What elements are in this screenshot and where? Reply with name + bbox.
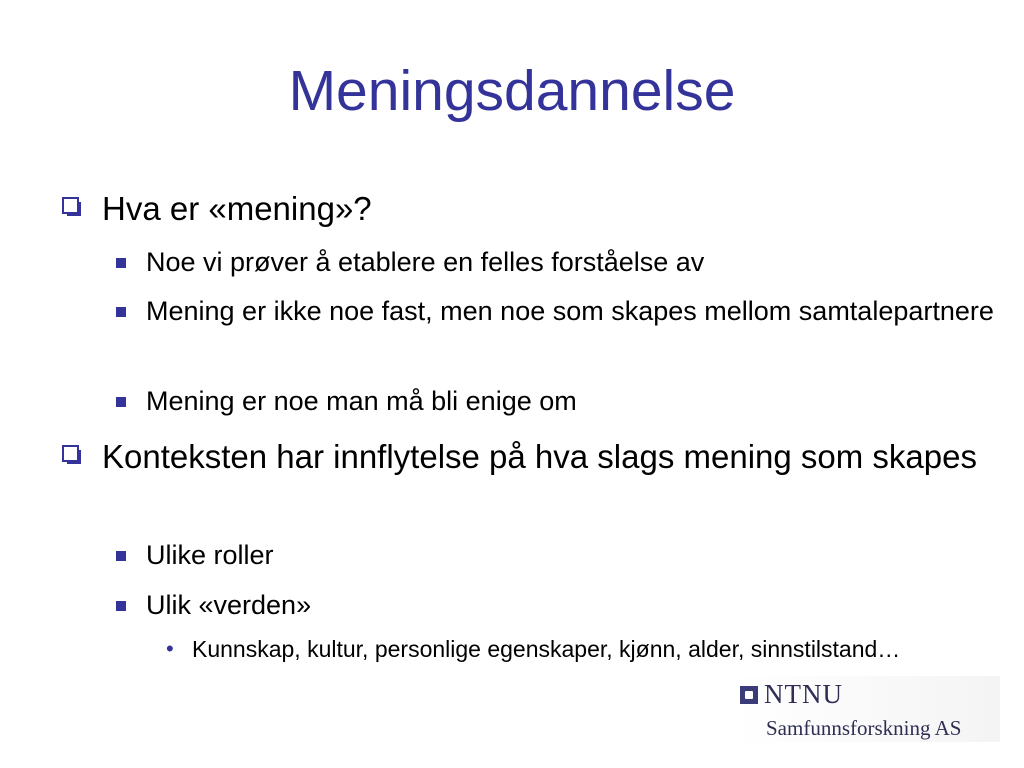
square-bullet-icon <box>116 397 126 407</box>
square-bullet-icon <box>116 258 126 268</box>
sub-point-1-2 <box>116 291 1006 331</box>
sub-sub-point-text: Kunnskap, kultur, personlige egenskaper, kjønn, alder, sinnstilstand… <box>192 636 901 662</box>
sub-point-text: Ulike roller <box>146 540 274 570</box>
ntnu-logo <box>736 676 1000 742</box>
sub-point-text: Mening er noe man må bli enige om <box>146 386 577 416</box>
checkbox-bullet-icon <box>62 197 79 214</box>
square-bullet-icon <box>116 601 126 611</box>
main-point-1 <box>62 186 1002 231</box>
dot-bullet-icon: • <box>166 636 174 661</box>
logo-name: NTNU <box>764 679 843 709</box>
main-point-2 <box>62 434 992 479</box>
sub-point-1-3 <box>116 381 1006 421</box>
sub-point-text: Noe vi prøver å etablere en felles forståelse av <box>146 247 705 277</box>
sub-point-2-1 <box>116 535 1006 575</box>
sub-point-text: Ulik «verden» <box>146 590 312 620</box>
slide-title: Meningsdannelse <box>288 59 736 123</box>
square-bullet-icon <box>116 551 126 561</box>
sub-point-text: Mening er ikke noe fast, men noe som skapes mellom samtalepartnere <box>146 296 994 326</box>
sub-point-2-2 <box>116 585 1006 625</box>
square-bullet-icon <box>116 307 126 317</box>
sub-point-1-1 <box>116 242 1006 282</box>
logo-subtitle: Samfunnsforskning AS <box>766 716 962 740</box>
checkbox-bullet-icon <box>62 445 79 462</box>
sub-sub-point-2-2-1 <box>166 632 912 666</box>
main-point-text: Konteksten har innflytelse på hva slags mening som skapes <box>102 438 977 475</box>
main-point-text: Hva er «mening»? <box>102 190 372 227</box>
ntnu-mark-icon <box>740 686 758 704</box>
